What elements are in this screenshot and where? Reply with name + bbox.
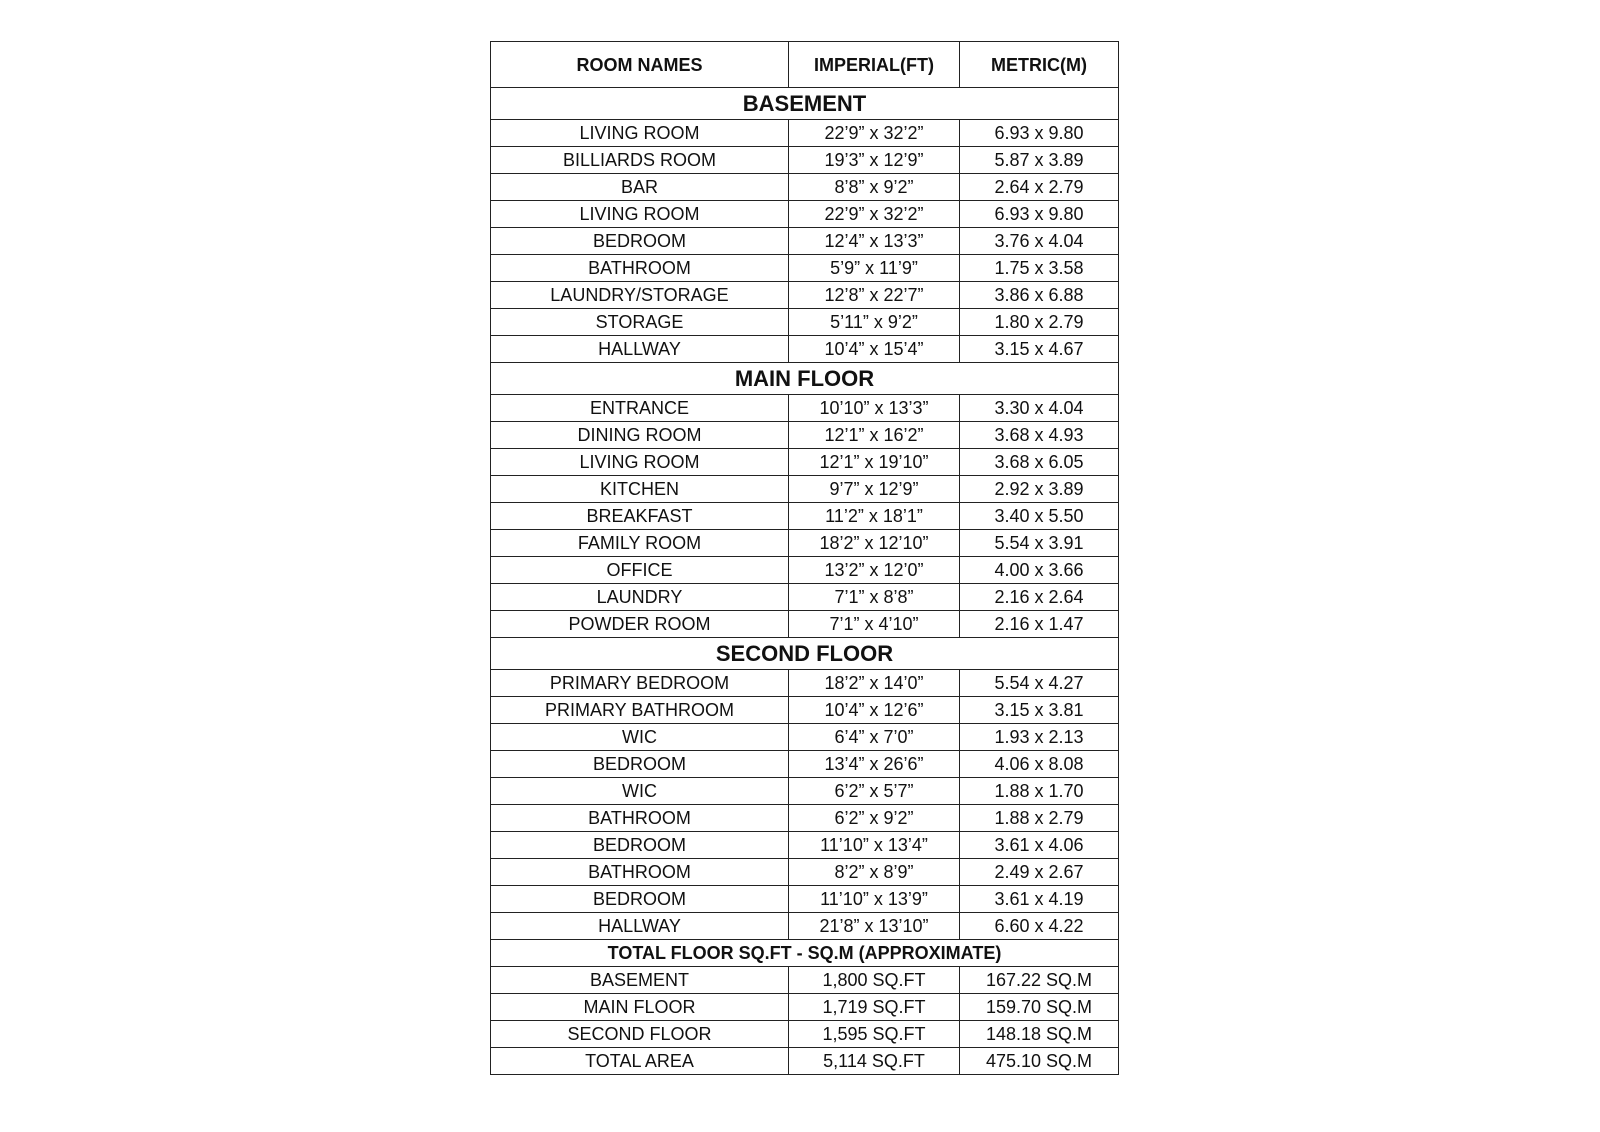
metric-cell: 167.22 SQ.M xyxy=(960,967,1119,994)
table-row xyxy=(491,147,1119,174)
table-row xyxy=(491,476,1119,503)
room-name-cell: HALLWAY xyxy=(491,913,789,940)
imperial-cell: 12’1” x 19’10” xyxy=(789,449,960,476)
room-name-cell: DINING ROOM xyxy=(491,422,789,449)
room-name-cell: LIVING ROOM xyxy=(491,120,789,147)
table-row xyxy=(491,228,1119,255)
imperial-cell: 10’4” x 12’6” xyxy=(789,697,960,724)
metric-cell: 3.15 x 3.81 xyxy=(960,697,1119,724)
table-row xyxy=(491,913,1119,940)
table-row xyxy=(491,395,1119,422)
table-row xyxy=(491,778,1119,805)
imperial-cell: 18’2” x 12’10” xyxy=(789,530,960,557)
section-heading-second-floor xyxy=(491,638,1119,670)
imperial-cell: 6’2” x 9’2” xyxy=(789,805,960,832)
imperial-cell: 19’3” x 12’9” xyxy=(789,147,960,174)
room-name-cell: BEDROOM xyxy=(491,832,789,859)
imperial-cell: 1,800 SQ.FT xyxy=(789,967,960,994)
metric-cell: 1.88 x 1.70 xyxy=(960,778,1119,805)
metric-cell: 6.93 x 9.80 xyxy=(960,120,1119,147)
table-row xyxy=(491,832,1119,859)
table-row xyxy=(491,336,1119,363)
section-heading-main-floor-title: MAIN FLOOR xyxy=(491,363,1119,395)
table-row xyxy=(491,611,1119,638)
section-heading-second-floor-title: SECOND FLOOR xyxy=(491,638,1119,670)
imperial-cell: 11’2” x 18’1” xyxy=(789,503,960,530)
imperial-cell: 8’2” x 8’9” xyxy=(789,859,960,886)
imperial-cell: 22’9” x 32’2” xyxy=(789,201,960,228)
table-row xyxy=(491,174,1119,201)
room-name-cell: BEDROOM xyxy=(491,751,789,778)
section-heading-basement xyxy=(491,88,1119,120)
imperial-cell: 13’4” x 26’6” xyxy=(789,751,960,778)
room-name-cell: WIC xyxy=(491,778,789,805)
metric-cell: 2.49 x 2.67 xyxy=(960,859,1119,886)
imperial-cell: 1,595 SQ.FT xyxy=(789,1021,960,1048)
room-name-cell: ENTRANCE xyxy=(491,395,789,422)
section-heading-basement-title: BASEMENT xyxy=(491,88,1119,120)
imperial-cell: 7’1” x 8’8” xyxy=(789,584,960,611)
imperial-cell: 5’11” x 9’2” xyxy=(789,309,960,336)
metric-cell: 3.68 x 4.93 xyxy=(960,422,1119,449)
table-row xyxy=(491,201,1119,228)
metric-cell: 5.54 x 3.91 xyxy=(960,530,1119,557)
metric-cell: 1.80 x 2.79 xyxy=(960,309,1119,336)
table-row xyxy=(491,584,1119,611)
imperial-cell: 6’2” x 5’7” xyxy=(789,778,960,805)
room-name-cell: HALLWAY xyxy=(491,336,789,363)
metric-cell: 3.61 x 4.06 xyxy=(960,832,1119,859)
table-row xyxy=(491,557,1119,584)
room-name-cell: BEDROOM xyxy=(491,886,789,913)
room-name-cell: BATHROOM xyxy=(491,859,789,886)
imperial-cell: 7’1” x 4’10” xyxy=(789,611,960,638)
room-name-cell: LAUNDRY/STORAGE xyxy=(491,282,789,309)
imperial-cell: 10’4” x 15’4” xyxy=(789,336,960,363)
table-row xyxy=(491,994,1119,1021)
table-row xyxy=(491,967,1119,994)
room-name-cell: TOTAL AREA xyxy=(491,1048,789,1075)
metric-cell: 4.06 x 8.08 xyxy=(960,751,1119,778)
room-dimensions-table xyxy=(490,41,1119,1075)
table-row xyxy=(491,1021,1119,1048)
imperial-cell: 11’10” x 13’4” xyxy=(789,832,960,859)
metric-cell: 3.30 x 4.04 xyxy=(960,395,1119,422)
table-row xyxy=(491,859,1119,886)
imperial-cell: 5’9” x 11’9” xyxy=(789,255,960,282)
table-body xyxy=(491,88,1119,1075)
room-name-cell: SECOND FLOOR xyxy=(491,1021,789,1048)
imperial-cell: 6’4” x 7’0” xyxy=(789,724,960,751)
metric-cell: 1.93 x 2.13 xyxy=(960,724,1119,751)
table-row xyxy=(491,1048,1119,1075)
room-name-cell: STORAGE xyxy=(491,309,789,336)
metric-cell: 3.61 x 4.19 xyxy=(960,886,1119,913)
imperial-cell: 12’8” x 22’7” xyxy=(789,282,960,309)
metric-cell: 5.87 x 3.89 xyxy=(960,147,1119,174)
header-imperial: IMPERIAL(FT) xyxy=(789,42,960,88)
imperial-cell: 11’10” x 13’9” xyxy=(789,886,960,913)
room-name-cell: BILLIARDS ROOM xyxy=(491,147,789,174)
room-name-cell: MAIN FLOOR xyxy=(491,994,789,1021)
metric-cell: 3.15 x 4.67 xyxy=(960,336,1119,363)
header-room-names: ROOM NAMES xyxy=(491,42,789,88)
metric-cell: 1.75 x 3.58 xyxy=(960,255,1119,282)
imperial-cell: 21’8” x 13’10” xyxy=(789,913,960,940)
imperial-cell: 5,114 SQ.FT xyxy=(789,1048,960,1075)
table-row xyxy=(491,751,1119,778)
room-name-cell: PRIMARY BEDROOM xyxy=(491,670,789,697)
imperial-cell: 13’2” x 12’0” xyxy=(789,557,960,584)
metric-cell: 2.64 x 2.79 xyxy=(960,174,1119,201)
table-row xyxy=(491,670,1119,697)
metric-cell: 5.54 x 4.27 xyxy=(960,670,1119,697)
table-row xyxy=(491,309,1119,336)
imperial-cell: 9’7” x 12’9” xyxy=(789,476,960,503)
imperial-cell: 18’2” x 14’0” xyxy=(789,670,960,697)
room-name-cell: BAR xyxy=(491,174,789,201)
metric-cell: 3.86 x 6.88 xyxy=(960,282,1119,309)
room-name-cell: BASEMENT xyxy=(491,967,789,994)
totals-heading xyxy=(491,940,1119,967)
table-row xyxy=(491,120,1119,147)
header-metric: METRIC(M) xyxy=(960,42,1119,88)
section-heading-main-floor xyxy=(491,363,1119,395)
room-name-cell: KITCHEN xyxy=(491,476,789,503)
table-row xyxy=(491,449,1119,476)
metric-cell: 6.60 x 4.22 xyxy=(960,913,1119,940)
metric-cell: 475.10 SQ.M xyxy=(960,1048,1119,1075)
imperial-cell: 22’9” x 32’2” xyxy=(789,120,960,147)
metric-cell: 3.76 x 4.04 xyxy=(960,228,1119,255)
metric-cell: 2.16 x 2.64 xyxy=(960,584,1119,611)
table-row xyxy=(491,805,1119,832)
table-row xyxy=(491,530,1119,557)
metric-cell: 3.40 x 5.50 xyxy=(960,503,1119,530)
room-name-cell: LIVING ROOM xyxy=(491,201,789,228)
room-name-cell: OFFICE xyxy=(491,557,789,584)
room-name-cell: BEDROOM xyxy=(491,228,789,255)
table-row xyxy=(491,697,1119,724)
metric-cell: 159.70 SQ.M xyxy=(960,994,1119,1021)
room-name-cell: BATHROOM xyxy=(491,255,789,282)
metric-cell: 6.93 x 9.80 xyxy=(960,201,1119,228)
imperial-cell: 10’10” x 13’3” xyxy=(789,395,960,422)
room-name-cell: PRIMARY BATHROOM xyxy=(491,697,789,724)
header-row xyxy=(491,42,1119,88)
imperial-cell: 12’1” x 16’2” xyxy=(789,422,960,449)
metric-cell: 2.92 x 3.89 xyxy=(960,476,1119,503)
totals-heading-title: TOTAL FLOOR SQ.FT - SQ.M (APPROXIMATE) xyxy=(491,940,1119,967)
table-row xyxy=(491,886,1119,913)
table-row xyxy=(491,282,1119,309)
table-row xyxy=(491,724,1119,751)
imperial-cell: 1,719 SQ.FT xyxy=(789,994,960,1021)
imperial-cell: 12’4” x 13’3” xyxy=(789,228,960,255)
metric-cell: 4.00 x 3.66 xyxy=(960,557,1119,584)
imperial-cell: 8’8” x 9’2” xyxy=(789,174,960,201)
table-row xyxy=(491,255,1119,282)
metric-cell: 3.68 x 6.05 xyxy=(960,449,1119,476)
room-name-cell: FAMILY ROOM xyxy=(491,530,789,557)
metric-cell: 1.88 x 2.79 xyxy=(960,805,1119,832)
room-name-cell: LAUNDRY xyxy=(491,584,789,611)
room-name-cell: WIC xyxy=(491,724,789,751)
table-row xyxy=(491,422,1119,449)
table-row xyxy=(491,503,1119,530)
room-name-cell: LIVING ROOM xyxy=(491,449,789,476)
metric-cell: 148.18 SQ.M xyxy=(960,1021,1119,1048)
room-name-cell: POWDER ROOM xyxy=(491,611,789,638)
room-name-cell: BATHROOM xyxy=(491,805,789,832)
room-name-cell: BREAKFAST xyxy=(491,503,789,530)
metric-cell: 2.16 x 1.47 xyxy=(960,611,1119,638)
